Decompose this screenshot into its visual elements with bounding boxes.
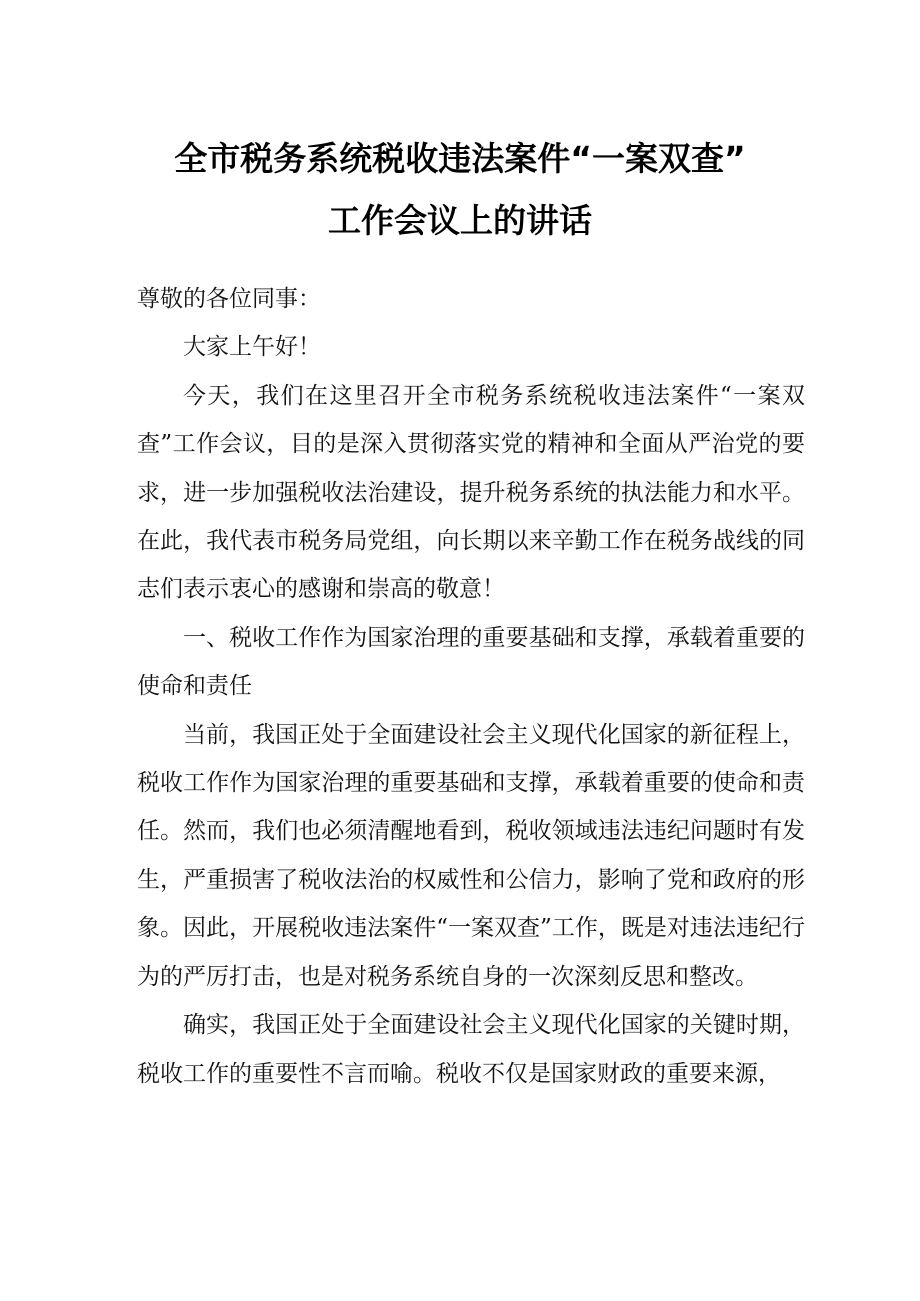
paragraph-importance: 确实，我国正处于全面建设社会主义现代化国家的关键时期，税收工作的重要性不言而喻。税收不仅是国家财政的重要来源， (137, 1012, 805, 1087)
paragraph-opening: 今天，我们在这里召开全市税务系统税收违法案件“一案双查”工作会议，目的是深入贯彻落实党的精神和全面从严治党的要求，进一步加强税收法治建设，提升税务系统的执法能力和水平。在此，我代表市税务局党组，向长期以来辛勤工作在税务战线的同志们表示衷心的感谢和崇高的敬意！ (137, 382, 805, 603)
document-body (137, 275, 805, 1098)
document-title-line-2: 工作会议上的讲话 (328, 201, 592, 240)
paragraph-current-situation: 当前，我国正处于全面建设社会主义现代化国家的新征程上，税收工作作为国家治理的重要基础和支撑，承载着重要的使命和责任。然而，我们也必须清醒地看到，税收领域违法违纪问题时有发生，严重损害了税收法治的权威性和公信力，影响了党和政府的形象。因此，开展税收违法案件“一案双查”工作，既是对违法违纪行为的严厉打击，也是对税务系统自身的一次深刻反思和整改。 (137, 721, 805, 990)
document-title-line-1: 全市税务系统税收违法案件“一案双查” (174, 139, 746, 178)
section-heading-1: 一、税收工作作为国家治理的重要基础和支撑，承载着重要的使命和责任 (137, 624, 805, 700)
salutation: 尊敬的各位同事： (137, 286, 321, 312)
greeting: 大家上午好！ (183, 334, 321, 361)
